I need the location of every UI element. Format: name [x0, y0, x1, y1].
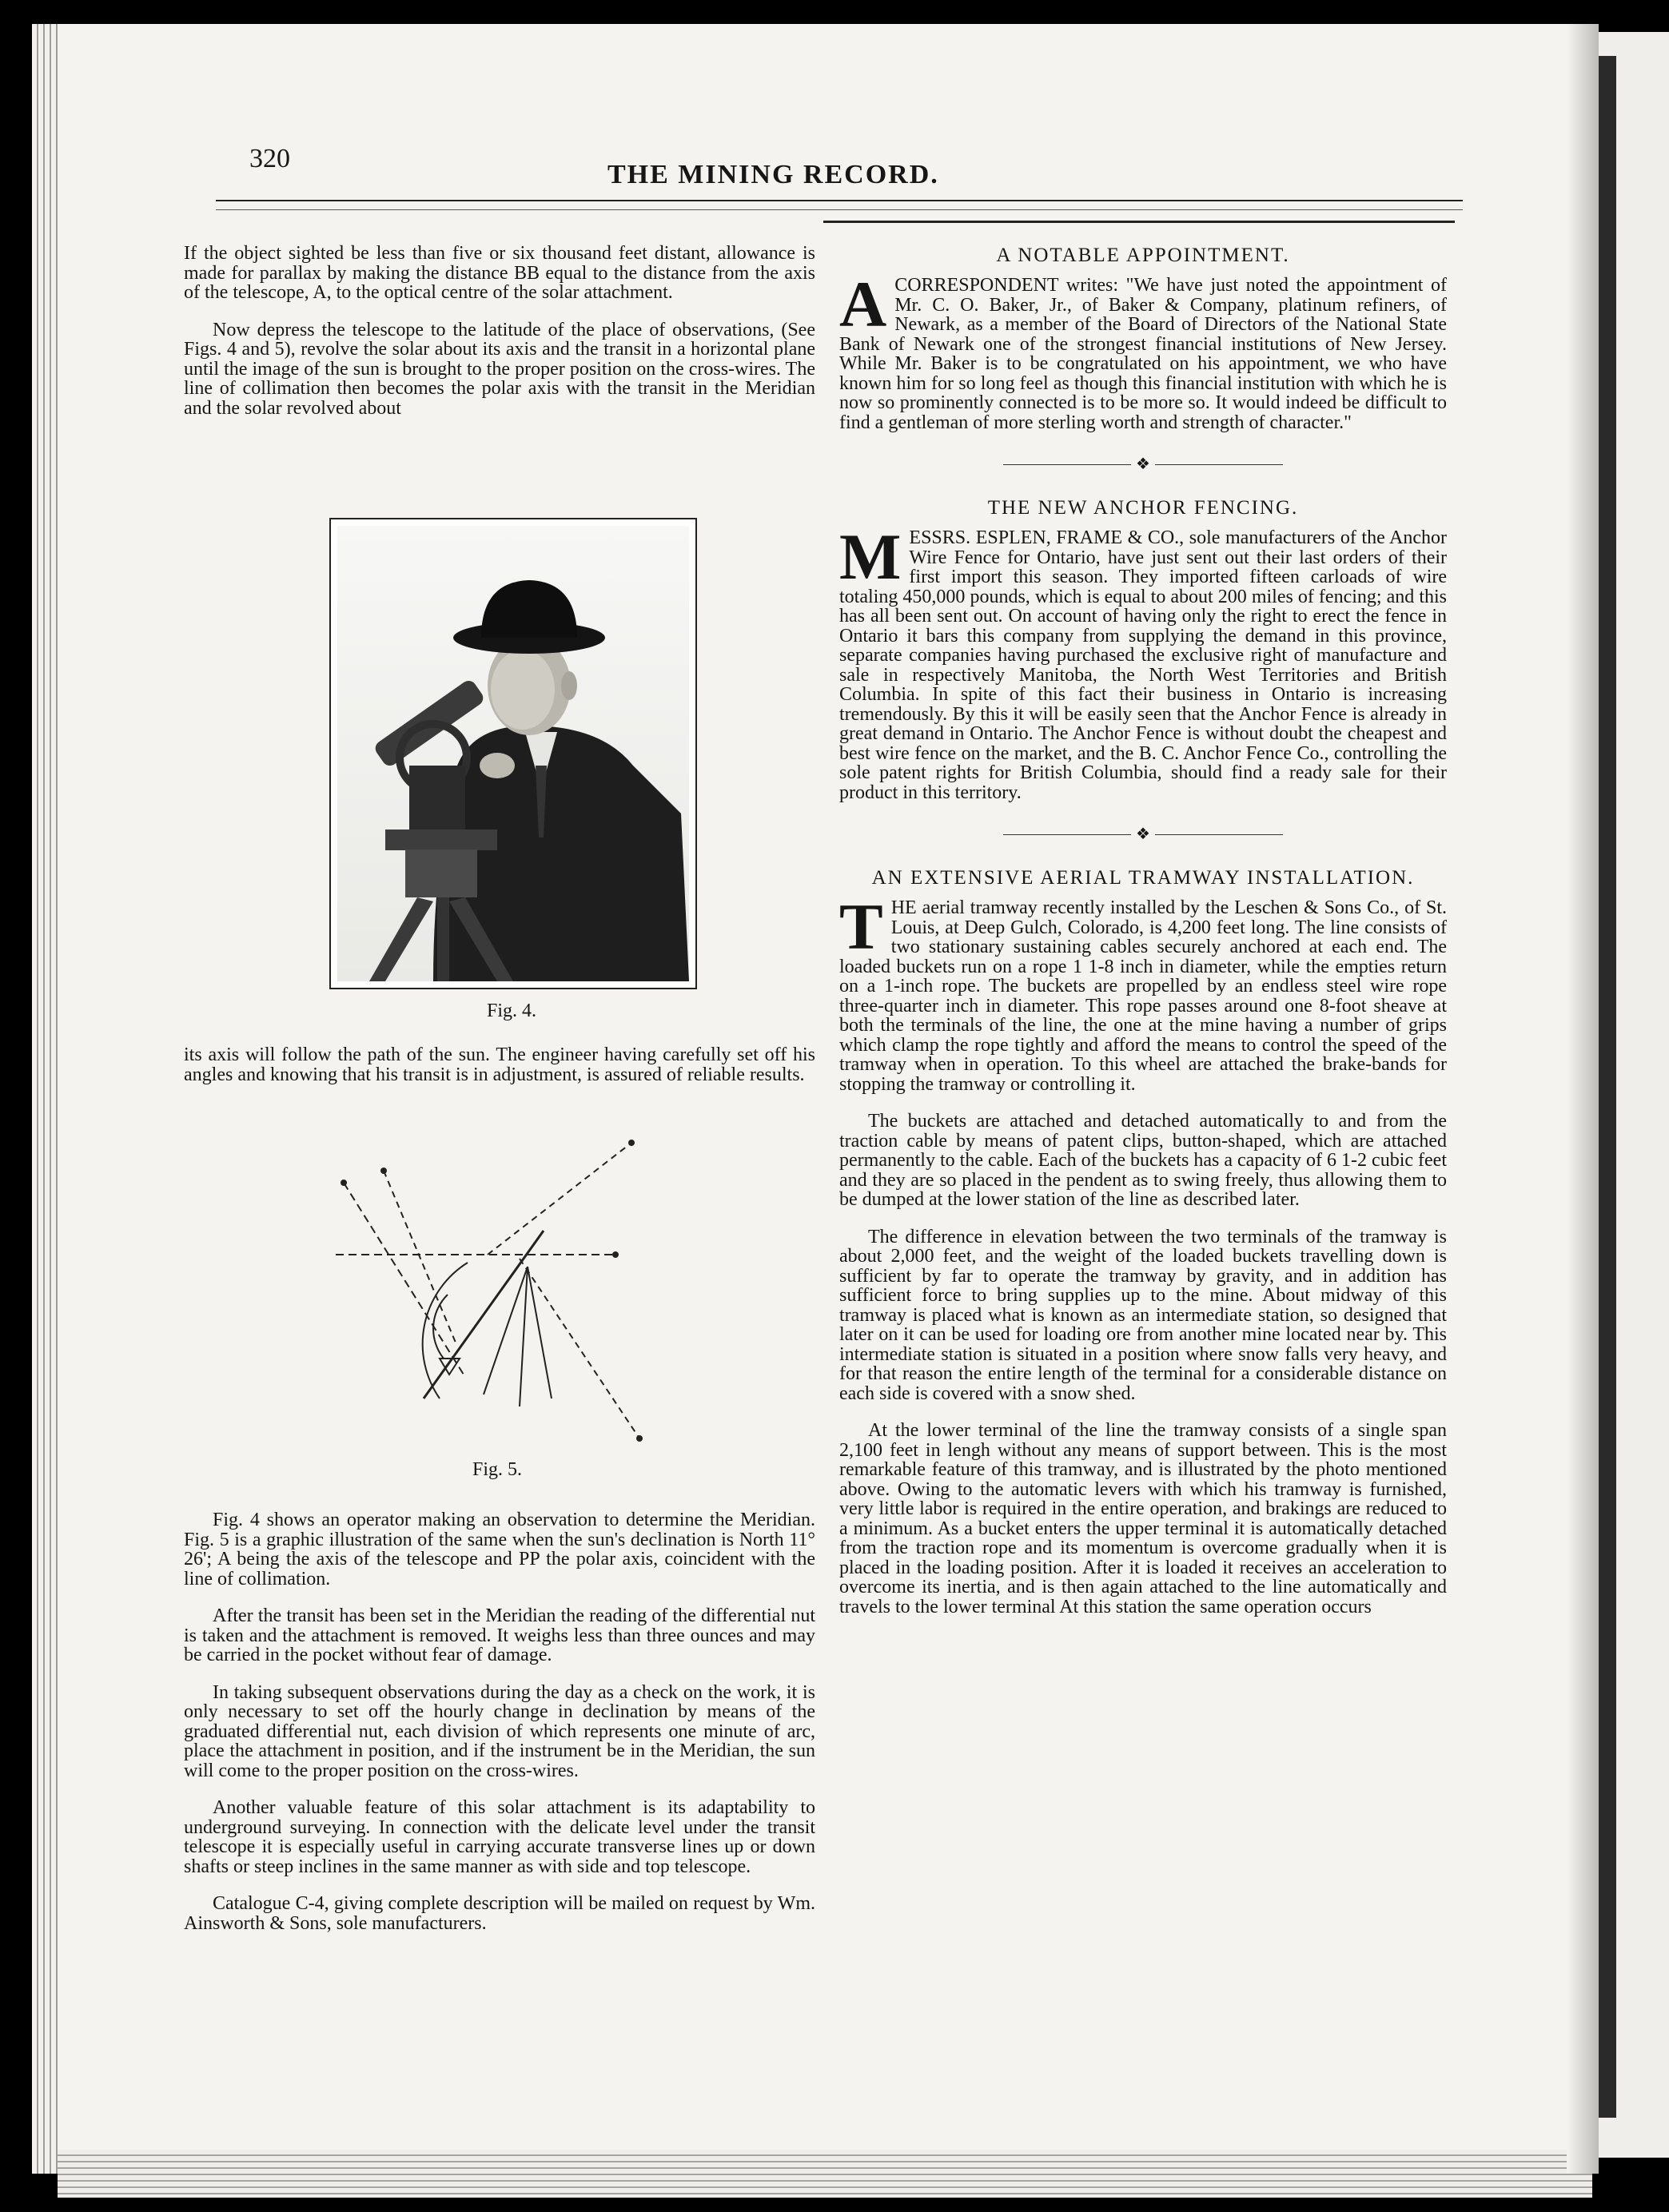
- left-column: [184, 244, 815, 418]
- column-rule: [823, 221, 1455, 223]
- figure-4-photo: [329, 518, 697, 989]
- drop-cap: A: [839, 268, 887, 340]
- header-rule: [216, 200, 1463, 201]
- notable-appointment-body: CORRESPONDENT writes: "We have just noted the appointment of Mr. C. O. Baker, Jr., of Baker & Company, platinum refiners, of Newark, as a member of the Board of Directors of the National State Bank of Newark one of the strongest financial institutions of New Jersey. While Mr. Baker is to be congratulated on his appointment, we who have known him for so long feel as though this financial institution with which he is now so prominently connected is to be more so. It would indeed be difficult to find a gentleman of more sterling worth and strength of character.": [839, 275, 1447, 433]
- notable-appointment-title: A NOTABLE APPOINTMENT.: [996, 245, 1290, 266]
- anchor-fencing-article: [839, 520, 1447, 803]
- paragraph-differential-nut: After the transit has been set in the Meridian the reading of the differential nut is taken and the attachment is removed. It weighs less than three ounces and may be carried in the pocket without fear of damage.: [184, 1605, 815, 1665]
- section-divider: ❖: [839, 826, 1447, 842]
- figure-5-caption: Fig. 5.: [472, 1459, 522, 1480]
- facing-page-edge: [1599, 56, 1616, 2118]
- header-rule-thin: [216, 209, 1463, 210]
- figure-4-caption: Fig. 4.: [486, 1001, 536, 1021]
- aerial-tramway-article: [839, 890, 1447, 1617]
- paragraph-depress-telescope: Now depress the telescope to the latitude of the place of observations, (See Figs. 4 and 5), revolve the solar about its axis and the transit in a horizontal plane until the image of the sun is brought to the proper position on the cross-wires. The line of collimation then becomes the polar axis with the transit in the Meridian and the solar revolved about: [184, 319, 815, 419]
- anchor-fencing-body: ESSRS. ESPLEN, FRAME & CO., sole manufacturers of the Anchor Wire Fence for Ontario, have just sent out their last orders of their first import this season. They imported fifteen carloads of wire totaling 450,000 pounds, which is equal to about 200 miles of fencing; and this has all been sent out. On account of having only the right to erect the fence in Ontario it bars this company from supplying the demand in this province, separate companies having purchased the exclusive right of manufacture and sale in respectively Manitoba, the North West Territories and British Columbia. In spite of this fact their business in Ontario is increasing tremendously. By this it will be easily seen that the Anchor Fence is already in great demand in Ontario. The Anchor Fence is without doubt the cheapest and best wire fence on the market, and the B. C. Anchor Fence Co., controlling the sole patent rights for British Columbia, should find a ready sale for their product in this territory.: [839, 527, 1447, 803]
- tramway-paragraph-3: The difference in elevation between the two terminals of the tramway is about 2,000 feet, and the weight of the loaded buckets travelling down is sufficient by far to operate the tramway by gravity, and in addition has sufficient force to bring supplies up to the mine. About midway of this tramway is placed what is known as an intermediate station, so designed that later on it can be used for loading ore from another mine located near by. This intermediate station is situated in a position where snow falls very heavy, and for that reason the entire length of the terminal for a considerable distance on each side is covered with a snow shed.: [839, 1226, 1447, 1404]
- drop-cap: M: [839, 520, 902, 593]
- right-column: [839, 244, 1447, 1617]
- notable-appointment-article: [839, 268, 1447, 433]
- paragraph-fig-description: Fig. 4 shows an operator making an observation to determine the Meridian. Fig. 5 is a graphic illustration of the same when the sun's declination is North 11° 26'; A being the axis of the telescope and PP the polar axis, coincident with the line of collimation.: [184, 1510, 815, 1589]
- left-column-lower: [184, 1510, 815, 1933]
- binding-shadow: [1567, 24, 1599, 2174]
- page-number: 320: [249, 144, 290, 173]
- tramway-paragraph-2: The buckets are attached and detached automatically to and from the traction cable by means of patent clips, button-shaped, which are attached permanently to the cable. Each of the buckets has a capacity of 6 1-2 cubic feet and they are so placed in the pendent as to swing freely, thus allowing them to be dumped at the lower station of the line as described later.: [839, 1111, 1447, 1210]
- paragraph-path-of-sun: its axis will follow the path of the sun. The engineer having carefully set off his angles and knowing that his transit is in adjustment, is assured of reliable results.: [184, 1044, 815, 1085]
- tramway-paragraph-1: HE aerial tramway recently installed by the Leschen & Sons Co., of St. Louis, at Deep Gulch, Colorado, is 4,200 feet long. The line consists of two stationary sustaining cables securely anchored at each end. The loaded buckets run on a rope 1 1-8 inch in diameter, while the empties return on a 1-inch rope. The buckets are propelled by an endless steel wire rope three-quarter inch in diameter. This rope passes around one 8-foot sheave at both the terminals of the line, the one at the mine having a number of grips which clamp the rope tightly and afford the means to control the speed of the tramway when in operation. To this wheel are attached the brake-bands for stopping the tramway or controlling it.: [839, 897, 1447, 1095]
- section-divider: ❖: [839, 456, 1447, 472]
- paragraph-parallax: If the object sighted be less than five or six thousand feet distant, allowance is made for parallax by making the distance BB equal to the distance from the axis of the telescope, A, to the optical centre of the solar attachment.: [184, 243, 815, 303]
- paragraph-underground-surveying: Another valuable feature of this solar attachment is its adaptability to underground surveying. In connection with the delicate level under the transit telescope it is especially useful in carrying accurate transverse lines up or down shafts or steep inclines in the same manner as with side and top telescope.: [184, 1797, 815, 1877]
- tramway-paragraph-4: At the lower terminal of the line the tramway consists of a single span 2,100 feet in lengh without any means of support between. This is the most remarkable feature of this tramway, and is illustrated by the photo mentioned above. Owing to the automatic levers with which his tramway is furnished, very little labor is required in the entire operation, and brakings are reduced to a minimum. As a bucket enters the upper terminal it is automatically detached from the traction rope and its momentum is overcome gradually when it is placed in the loading position. After it is loaded it receives an acceleration to overcome its inertia, and is then again attached to the line automatically and travels to the lower terminal At this station the same operation occurs: [839, 1420, 1447, 1617]
- paragraph-subsequent-observations: In taking subsequent observations during the day as a check on the work, it is only necessary to set off the hourly change in declination by means of the graduated differential nut, each division of which represents one minute of arc, place the attachment in position, and if the instrument be in the Meridian, the sun will come to the proper position on the cross-wires.: [184, 1681, 815, 1781]
- page-stack-bottom-edge: [58, 2150, 1592, 2198]
- drop-cap: T: [839, 890, 883, 963]
- running-title: THE MINING RECORD.: [607, 160, 939, 189]
- operator-with-transit-image: [337, 526, 689, 981]
- aerial-tramway-title: AN EXTENSIVE AERIAL TRAMWAY INSTALLATION.: [871, 867, 1415, 889]
- paragraph-catalogue: Catalogue C-4, giving complete description will be mailed on request by Wm. Ainsworth & Sons, sole manufacturers.: [184, 1893, 815, 1934]
- anchor-fencing-title: THE NEW ANCHOR FENCING.: [987, 497, 1299, 519]
- figure-5-diagram: [304, 1135, 655, 1454]
- left-column-continued: [184, 1045, 815, 1084]
